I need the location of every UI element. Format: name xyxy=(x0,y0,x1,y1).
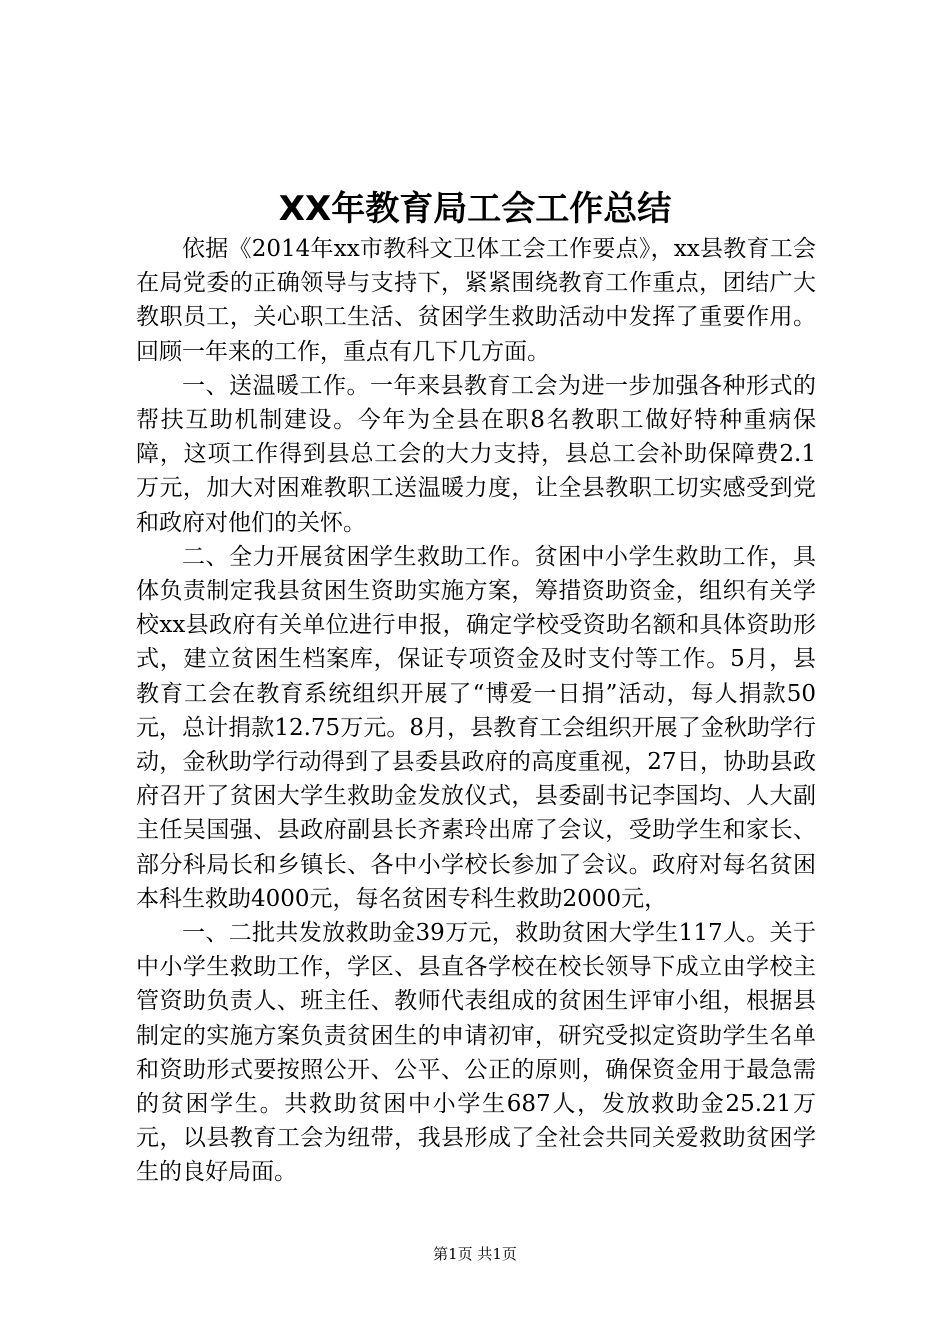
document-body xyxy=(136,232,816,1190)
paragraph-warmth-work: 一、送温暖工作。一年来县教育工会为进一步加强各种形式的帮扶互助机制建设。今年为全县在职8名教职工做好特种重病保障，这项工作得到县总工会的大力支持，县总工会补助保障费2.1万元，加大对困难教职工送温暖力度，让全县教职工切实感受到党和政府对他们的关怀。 xyxy=(136,372,816,536)
paragraph-student-aid: 二、全力开展贫困学生救助工作。贫困中小学生救助工作，具体负责制定我县贫困生资助实施方案，筹措资助资金，组织有关学校xx县政府有关单位进行申报，确定学校受资助名额和具体资助形式，建立贫困生档案库，保证专项资金及时支付等工作。5月，县教育工会在教育系统组织开展了“博爱一日捐”活动，每人捐款50元，总计捐款12.75万元。8月，县教育工会组织开展了金秋助学行动，金秋助学行动得到了县委县政府的高度重视，27日，协助县政府召开了贫困大学生救助金发放仪式，县委副书记李国均、人大副主任吴国强、县政府副县长齐素玲出席了会议，受助学生和家长、部分科局长和乡镇长、各中小学校长参加了会议。政府对每名贫困本科生救助4000元，每名贫困专科生救助2000元， xyxy=(136,543,816,912)
page-number-footer: 第1页 共1页 xyxy=(433,1245,517,1263)
document-title: XX年教育局工会工作总结 xyxy=(278,189,672,229)
paragraph-intro: 依据《2014年xx市教科文卫体工会工作要点》，xx县教育工会在局党委的正确领导与支持下，紧紧围绕教育工作重点，团结广大教职员工，关心职工生活、贫困学生救助活动中发挥了重要作用。回顾一年来的工作，重点有几下几方面。 xyxy=(136,236,816,365)
paragraph-aid-results: 一、二批共发放救助金39万元，救助贫困大学生117人。关于中小学生救助工作，学区、县直各学校在校长领导下成立由学校主管资助负责人、班主任、教师代表组成的贫困生评审小组，根据县制定的实施方案负责贫困生的申请初审，研究受拟定资助学生名单和资助形式要按照公开、公平、公正的原则，确保资金用于最急需的贫困学生。共救助贫困中小学生687人，发放救助金25.21万元，以县教育工会为纽带，我县形成了全社会共同关爱救助贫困学生的良好局面。 xyxy=(136,920,816,1186)
